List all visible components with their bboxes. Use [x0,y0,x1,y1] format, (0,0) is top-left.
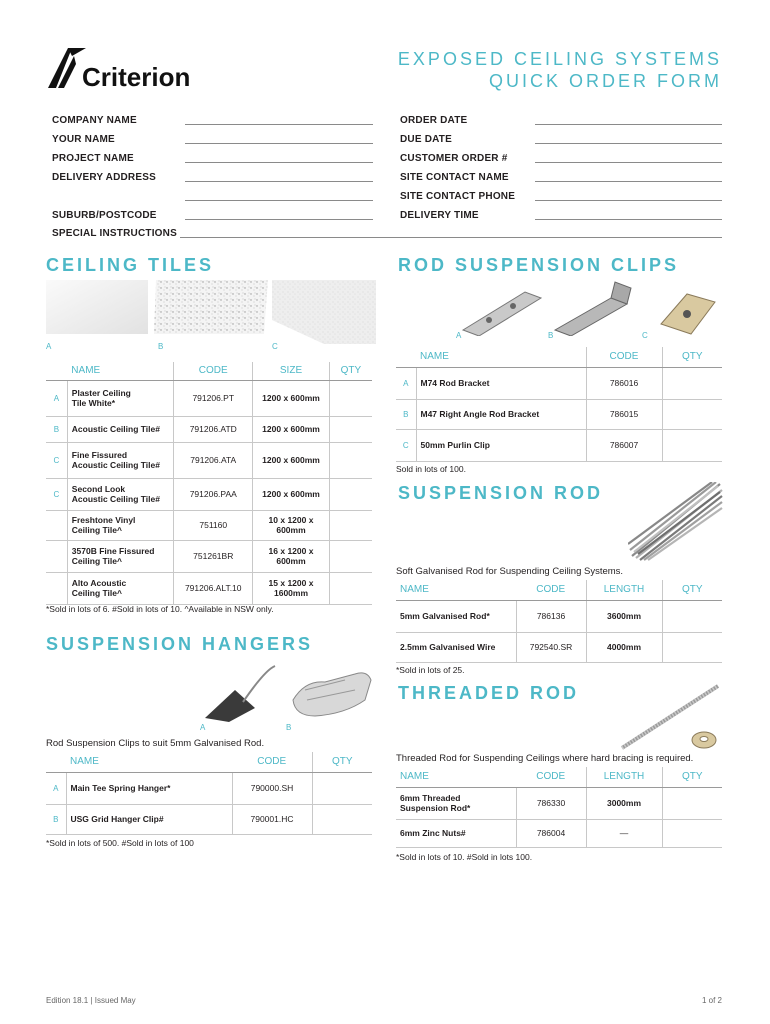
delivery-address-line[interactable] [185,181,373,182]
qty-input[interactable] [329,380,372,416]
qty-input[interactable] [329,442,372,478]
qty-input[interactable] [329,572,372,604]
tile-label-b: B [158,342,164,351]
row-letter [46,540,67,572]
table-header-row [396,347,722,367]
th-code: CODE [232,752,312,772]
th-name: NAME [396,580,516,600]
rod-clips-image [455,280,725,336]
criterion-logo [46,44,246,90]
row-size [253,510,330,540]
name-line1: Plaster Ceiling [71,388,131,398]
field-site-contact-phone: SITE CONTACT PHONE [400,191,516,202]
order-date-line[interactable] [535,124,722,125]
row-size [253,416,330,442]
row-name [396,787,516,819]
hanger-label-b: B [286,723,292,732]
table-header-row [46,362,372,380]
qty-input[interactable] [312,804,372,834]
special-instructions-line[interactable] [180,237,722,238]
project-name-line[interactable] [185,162,373,163]
suburb-postcode-line[interactable] [185,219,373,220]
row-length: 3000mm [586,787,662,819]
size-line2: 600mm [276,525,306,535]
name-line1: 3570B Fine Fissured [71,546,155,556]
row-letter: B [46,416,67,442]
row-code: 751261BR [174,540,253,572]
th-letter [396,347,416,367]
row-size [253,572,330,604]
table-row [46,416,372,442]
footer-page: 1 of 2 [701,996,722,1005]
qty-input[interactable] [329,478,372,510]
row-letter: C [46,442,67,478]
row-letter: C [396,429,416,461]
clip-label-c: C [642,331,648,340]
field-site-contact-name: SITE CONTACT NAME [400,172,509,183]
row-size [253,540,330,572]
hangers-image [195,660,375,726]
th-qty: QTY [662,580,722,600]
table-row [46,804,372,834]
size-line1: 1200 x 600mm [262,393,320,403]
ceiling-tiles-note: *Sold in lots of 6. #Sold in lots of 10. ^Available in NSW only. [46,604,274,614]
field-delivery-address: DELIVERY ADDRESS [52,172,156,183]
row-code: 786007 [586,429,662,461]
field-delivery-time: DELIVERY TIME [400,210,479,221]
table-row [46,572,372,604]
brand-name: Criterion [82,62,191,92]
th-qty: QTY [662,767,722,787]
qty-input[interactable] [662,819,722,847]
form-title [398,48,722,92]
table-row [46,380,372,416]
row-name: 2.5mm Galvanised Wire [396,632,516,662]
hangers-note: *Sold in lots of 500. #Sold in lots of 100 [46,838,194,848]
row-letter: A [396,367,416,399]
row-code: 791206.ALT.10 [174,572,253,604]
th-qty: QTY [662,347,722,367]
th-code: CODE [174,362,253,380]
th-name: NAME [396,767,516,787]
rod-clips-table [396,347,722,462]
qty-input[interactable] [662,429,722,461]
clip-label-b: B [548,331,554,340]
th-letter [46,362,67,380]
name-line2: Acoustic Ceiling Tile# [71,494,160,504]
table-header-row [396,767,722,787]
row-letter [46,510,67,540]
table-row [46,510,372,540]
clip-label-a: A [456,331,462,340]
threaded-rod-table [396,767,722,848]
table-row [46,478,372,510]
table-row [46,540,372,572]
row-code: 791206.PAA [174,478,253,510]
qty-input[interactable] [662,632,722,662]
th-size: SIZE [253,362,330,380]
size-line1: 15 x 1200 x [268,578,314,588]
size-line2: 1600mm [273,588,309,598]
qty-input[interactable] [329,416,372,442]
field-suburb-postcode: SUBURB/POSTCODE [52,210,157,221]
hangers-caption: Rod Suspension Clips to suit 5mm Galvanised Rod. [46,738,265,749]
name-line1: Acoustic Ceiling Tile# [71,424,160,434]
suspension-rod-note: *Sold in lots of 25. [396,665,465,675]
qty-input[interactable] [662,367,722,399]
name-line2: Tile White* [71,398,116,408]
ceiling-tiles-title: CEILING TILES [46,255,215,275]
ceiling-tiles-image [46,280,376,350]
th-qty: QTY [312,752,372,772]
row-name: 5mm Galvanised Rod* [396,600,516,632]
row-code: 786136 [516,600,586,632]
suspension-rod-image [628,482,724,562]
table-row [46,442,372,478]
qty-input[interactable] [662,787,722,819]
threaded-rod-image [618,682,722,752]
site-contact-phone-line[interactable] [535,200,722,201]
criterion-logo-icon [46,44,86,90]
name-line2: Acoustic Ceiling Tile# [71,460,160,470]
suspension-hangers-title: SUSPENSION HANGERS [46,634,314,654]
th-length: LENGTH [586,767,662,787]
row-size [253,442,330,478]
qty-input[interactable] [329,540,372,572]
name-line2: Suspension Rod* [400,803,471,813]
name-line1: 6mm Threaded [400,793,461,803]
ceiling-tiles-table [46,362,372,605]
size-line1: 16 x 1200 x [268,546,314,556]
due-date-line[interactable] [535,143,722,144]
threaded-rod-caption: Threaded Rod for Suspending Ceilings where hard bracing is required. [396,753,694,764]
row-name: USG Grid Hanger Clip# [66,804,232,834]
row-code: 786004 [516,819,586,847]
qty-input[interactable] [662,399,722,429]
row-code: 786330 [516,787,586,819]
size-line1: 1200 x 600mm [262,489,320,499]
field-due-date: DUE DATE [400,134,452,145]
row-name [67,442,174,478]
row-name [67,540,174,572]
row-name: M47 Right Angle Rod Bracket [416,399,586,429]
th-name: NAME [416,347,586,367]
table-header-row [46,752,372,772]
size-line2: 600mm [276,556,306,566]
form-title-line2: QUICK ORDER FORM [488,71,722,91]
delivery-time-line[interactable] [535,219,722,220]
th-name: NAME [66,752,232,772]
row-code: 791206.ATA [174,442,253,478]
field-order-date: ORDER DATE [400,115,468,126]
row-length: 3600mm [586,600,662,632]
row-letter: C [46,478,67,510]
row-letter: B [396,399,416,429]
qty-input[interactable] [329,510,372,540]
company-name-line[interactable] [185,124,373,125]
row-code: 786016 [586,367,662,399]
row-length: — [586,819,662,847]
row-size [253,478,330,510]
row-code: 791206.PT [174,380,253,416]
row-letter: A [46,772,66,804]
delivery-address-line2[interactable] [185,200,373,201]
row-code: 786015 [586,399,662,429]
name-line1: 6mm Zinc Nuts# [400,828,466,838]
name-line2: Ceiling Tile^ [71,525,122,535]
table-row [396,632,722,662]
threaded-rod-title: THREADED ROD [398,683,580,703]
th-length: LENGTH [586,580,662,600]
th-code: CODE [586,347,662,367]
th-letter [46,752,66,772]
th-qty: QTY [329,362,372,380]
qty-input[interactable] [312,772,372,804]
name-line1: Second Look [71,484,126,494]
rod-clips-title: ROD SUSPENSION CLIPS [398,255,680,275]
row-letter: A [46,380,67,416]
suspension-rod-caption: Soft Galvanised Rod for Suspending Ceiling Systems. [396,566,624,577]
field-customer-order: CUSTOMER ORDER # [400,153,508,164]
table-row [396,399,722,429]
row-length: 4000mm [586,632,662,662]
customer-order-line[interactable] [535,162,722,163]
form-title-line1: EXPOSED CEILING SYSTEMS [397,49,722,69]
size-line1: 10 x 1200 x [268,515,314,525]
qty-input[interactable] [662,600,722,632]
name-line1: Fine Fissured [71,450,128,460]
row-code: 791206.ATD [174,416,253,442]
row-letter: B [46,804,66,834]
name-line1: Freshtone Vinyl [71,515,136,525]
hanger-label-a: A [200,723,206,732]
row-name [67,572,174,604]
row-name [67,380,174,416]
footer-edition: Edition 18.1 | Issued May [46,996,136,1005]
table-header-row [396,580,722,600]
field-your-name: YOUR NAME [52,134,115,145]
field-company-name: COMPANY NAME [52,115,137,126]
row-name [67,478,174,510]
name-line2: Ceiling Tile^ [71,556,122,566]
table-row [396,367,722,399]
table-row [396,600,722,632]
size-line1: 1200 x 600mm [262,455,320,465]
row-name: 50mm Purlin Clip [416,429,586,461]
row-letter [46,572,67,604]
row-code: 792540.SR [516,632,586,662]
row-name [396,819,516,847]
row-size [253,380,330,416]
table-row [46,772,372,804]
site-contact-name-line[interactable] [535,181,722,182]
row-code: 790000.SH [232,772,312,804]
th-code: CODE [516,767,586,787]
name-line2: Ceiling Tile^ [71,588,122,598]
suspension-rod-title: SUSPENSION ROD [398,483,604,503]
size-line1: 1200 x 600mm [262,424,320,434]
row-name: Main Tee Spring Hanger* [66,772,232,804]
table-row [396,787,722,819]
your-name-line[interactable] [185,143,373,144]
threaded-rod-note: *Sold in lots of 10. #Sold in lots 100. [396,852,533,862]
row-name: M74 Rod Bracket [416,367,586,399]
th-name: NAME [67,362,174,380]
rod-clips-note: Sold in lots of 100. [396,464,466,474]
row-name [67,416,174,442]
row-name [67,510,174,540]
row-code: 790001.HC [232,804,312,834]
field-project-name: PROJECT NAME [52,153,134,164]
suspension-rod-table [396,580,722,663]
hangers-table [46,752,372,835]
tile-label-a: A [46,342,52,351]
name-line1: Alto Acoustic [71,578,127,588]
field-special-instructions: SPECIAL INSTRUCTIONS [52,228,177,239]
row-code: 751160 [174,510,253,540]
table-row [396,819,722,847]
th-code: CODE [516,580,586,600]
tile-label-c: C [272,342,278,351]
table-row [396,429,722,461]
